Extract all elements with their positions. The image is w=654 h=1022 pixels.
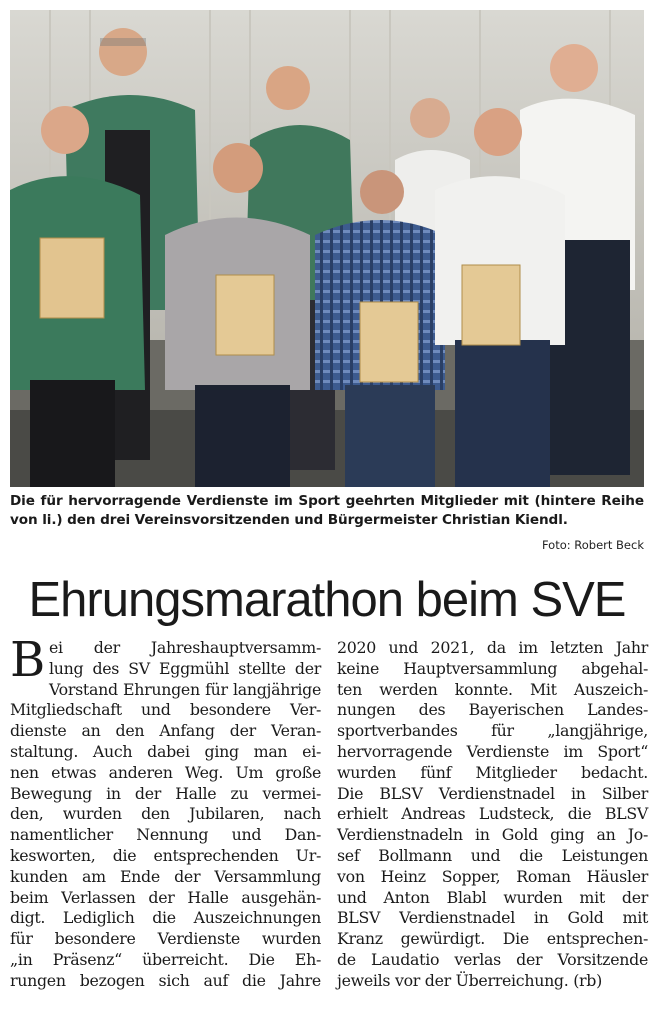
text-line: dienste an den Anfang der Veran- — [10, 721, 321, 741]
text-line: sportverbandes für „langjährige, — [337, 721, 648, 741]
text-line: Verdienstnadeln in Gold ging an Jo- — [337, 825, 648, 845]
text-line: staltung. Auch dabei ging man ei- — [10, 741, 321, 761]
article-column-right — [337, 638, 648, 992]
text-line: Vorstand Ehrungen für langjährige — [48, 679, 321, 699]
text-line: sef Bollmann und die Leistungen — [337, 845, 648, 865]
text-line: jeweils vor der Überreichung. (rb) — [337, 970, 602, 990]
text-line: nungen des Bayerischen Landes- — [337, 700, 648, 720]
text-line: und Anton Blabl wurden mit der — [337, 887, 648, 907]
text-line: keine Hauptversammlung abgehal- — [337, 658, 648, 678]
text-line: von Heinz Sopper, Roman Häusler — [337, 866, 648, 886]
text-line: nen etwas anderen Weg. Um große — [10, 762, 321, 782]
text-line: wurden fünf Mitglieder bedacht. — [337, 762, 648, 782]
article-column-left — [10, 632, 321, 992]
photo-caption: Die für hervorragende Verdienste im Sport geehrten Mitglieder mit (hintere Reihe von li.) den drei Vereinsvorsitzenden und Bürgermeister Christian Kiendl. — [10, 493, 644, 528]
text-line: ei der Jahreshauptversamm- — [48, 638, 321, 657]
photo-credit: Foto: Robert Beck — [541, 538, 644, 552]
text-line: beim Verlassen der Halle ausgehän- — [10, 887, 321, 907]
text-line: de Laudatio verlas der Vorsitzende — [337, 949, 648, 969]
text-line: BLSV Verdienstnadel in Gold mit — [337, 908, 648, 928]
text-line: Mitgliedschaft und besondere Ver- — [10, 700, 321, 720]
text-line: den, wurden den Jubilaren, nach — [10, 804, 321, 824]
text-line: erhielt Andreas Ludsteck, die BLSV — [337, 804, 648, 824]
headline: Ehrungsmarathon beim SVE — [28, 573, 626, 627]
text-line: hervorragende Verdienste im Sport“ — [337, 741, 648, 761]
group-photo — [10, 10, 644, 487]
text-line: kunden am Ende der Versammlung — [10, 866, 321, 886]
text-line: für besondere Verdienste wurden — [10, 929, 321, 949]
text-line: ten werden konnte. Mit Auszeich- — [337, 679, 648, 699]
text-line: lung des SV Eggmühl stellte der — [48, 658, 321, 678]
text-line: Bewegung in der Halle zu vermei- — [10, 783, 321, 803]
text-line: „in Präsenz“ überreicht. Die Eh- — [10, 949, 321, 969]
text-line: namentlicher Nennung und Dan- — [10, 825, 321, 845]
text-line: 2020 und 2021, da im letzten Jahr — [337, 638, 648, 657]
text-line: Kranz gewürdigt. Die entsprechen- — [337, 929, 648, 949]
drop-cap: B — [10, 632, 45, 688]
text-line: Die BLSV Verdienstnadel in Silber — [337, 783, 648, 803]
text-line: digt. Lediglich die Auszeichnungen — [10, 908, 321, 928]
text-line: kesworten, die entsprechenden Ur- — [10, 845, 321, 865]
text-line: rungen bezogen sich auf die Jahre — [10, 970, 321, 990]
